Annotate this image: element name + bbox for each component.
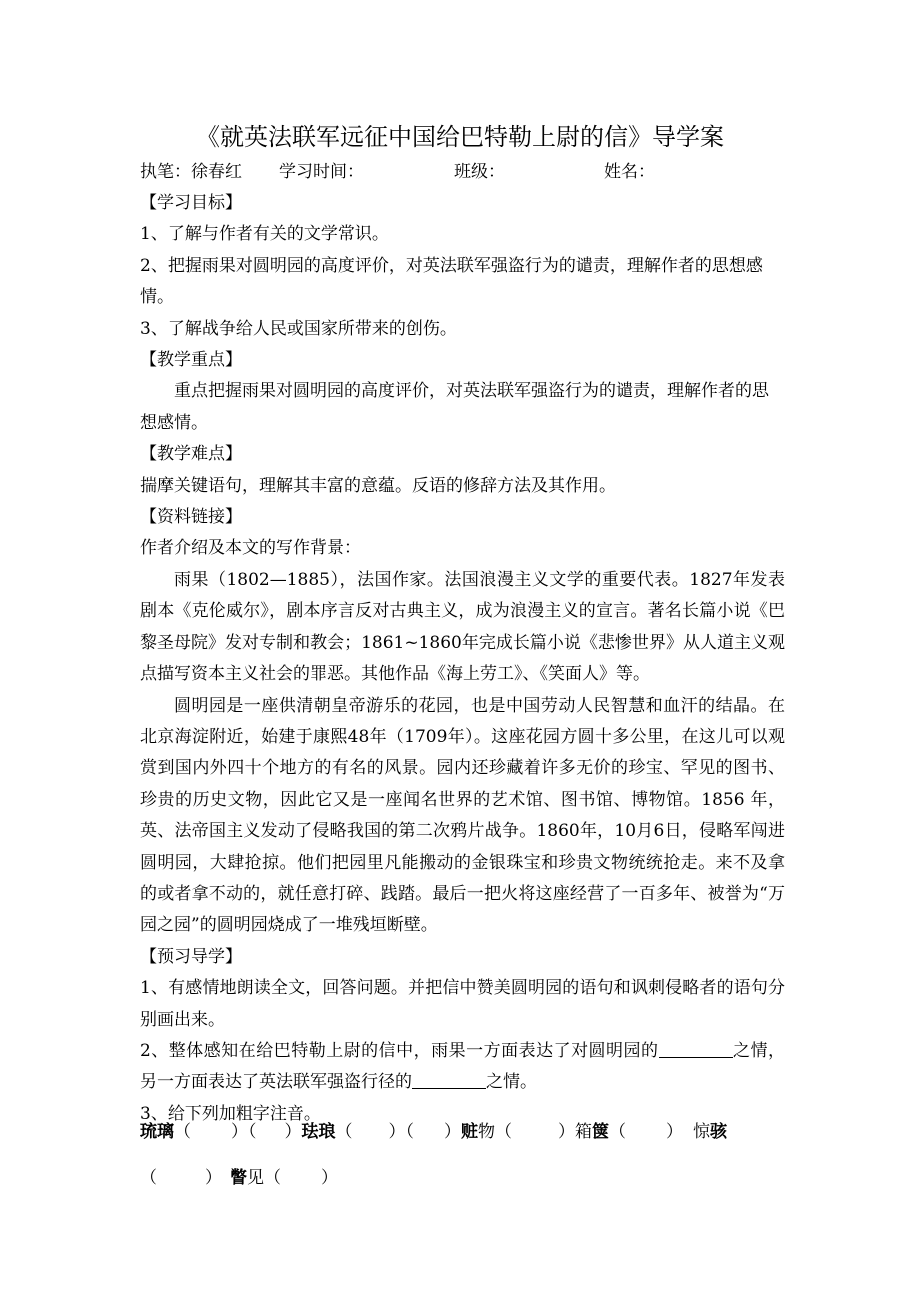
goal-item-3: 3、了解战争给人民或国家所带来的创伤。 xyxy=(140,318,457,339)
key-points-heading: 【教学重点】 xyxy=(140,350,242,371)
preview-question-1: 1、有感情地朗读全文，回答问题。并把信中赞美圆明园的语句和讽刺侵略者的语句分别画出来。 xyxy=(140,978,785,1030)
word-qie-head: 箱 xyxy=(575,1122,592,1142)
name-field: 姓名： xyxy=(604,162,655,182)
pinyin-row-1 xyxy=(140,1117,800,1142)
paren-close: ） xyxy=(321,1168,338,1188)
document-title: 《就英法联军远征中国给巴特勒上尉的信》导学案 xyxy=(196,123,724,151)
goal-item-1: 1、了解与作者有关的文学常识。 xyxy=(140,224,389,245)
word-zang: 赃 xyxy=(461,1122,478,1142)
paren-open: （ xyxy=(174,1122,191,1142)
word-hai: 骇 xyxy=(710,1122,727,1142)
hugo-bio-paragraph: 雨果（1802—1885），法国作家。法国浪漫主义文学的重要代表。1827年发表剧本《克伦威尔》，剧本序言反对古典主义，成为浪漫主义的宣言。著名长篇小说《巴黎圣母院》发对专制和教会；1861~1860年完成长篇小说《悲惨世界》从人道主义观点描写资本主义社会的罪恶。其他作品《海上劳工》、《笑面人》等。 xyxy=(140,569,785,685)
word-zang-tail: 物 xyxy=(478,1122,495,1142)
paren-open: （ xyxy=(140,1168,157,1188)
resources-heading: 【资料链接】 xyxy=(140,507,242,528)
paren-close: ） xyxy=(388,1122,406,1142)
preview-heading: 【预习导学】 xyxy=(140,946,242,967)
word-liuli: 琉璃 xyxy=(140,1122,174,1142)
difficulties-text: 揣摩关键语句，理解其丰富的意蕴。反语的修辞方法及其作用。 xyxy=(140,475,616,496)
paren-open: （ xyxy=(609,1122,626,1142)
preview-question-3: 3、给下列加粗字注音。 xyxy=(140,1103,321,1124)
word-falang: 珐琅 xyxy=(301,1122,336,1142)
word-pie-tail: 见 xyxy=(247,1168,264,1188)
author-field: 执笔：徐春红 xyxy=(140,162,242,182)
answer-blank-1[interactable] xyxy=(659,1039,733,1058)
paren-open: （ xyxy=(264,1168,281,1188)
paren-open: （ xyxy=(335,1122,353,1142)
question-2-part-3: 之情。 xyxy=(486,1072,537,1093)
paren-open: （ xyxy=(405,1122,414,1142)
goals-heading: 【学习目标】 xyxy=(140,193,242,213)
paren-close: ） xyxy=(231,1122,248,1142)
paren-close: ） xyxy=(558,1122,575,1142)
paren-close: ） xyxy=(205,1168,222,1188)
word-hai-head: 惊 xyxy=(693,1122,710,1142)
word-pie: 瞥 xyxy=(230,1168,247,1188)
yuanmingyuan-paragraph: 圆明园是一座供清朝皇帝游乐的花园，也是中国劳动人民智慧和血汗的结晶。在北京海淀附近，始建于康熙48年（1709年）。这座花园方圆十多公里，在这儿可以观赏到国内外四十个地方的有名的风景。园内还珍藏着许多无价的珍宝、罕见的图书、珍贵的历史文物，因此它又是一座闻名世界的艺术馆、图书馆、博物馆。1856 年，英、法帝国主义发动了侵略我国的第二次鸦片战争。1860年，10月6日，侵略军闯进圆明园，大肆抢掠。他们把园里凡能搬动的金银珠宝和珍贵文物统统抢走。来不及拿的或者拿不动的，就任意打碎、践踏。最后一把火将这座经营了一百多年、被誉为“万园之园”的圆明园烧成了一堆残垣断壁。 xyxy=(140,695,785,936)
resources-intro: 作者介绍及本文的写作背景： xyxy=(140,538,361,559)
key-points-text: 重点把握雨果对圆明园的高度评价，对英法联军强盗行为的谴责，理解作者的思想感情。 xyxy=(140,381,769,433)
study-time-field: 学习时间： xyxy=(279,162,364,182)
paren-close: ） xyxy=(666,1122,683,1142)
preview-question-2 xyxy=(140,1036,785,1099)
paren-open: （ xyxy=(495,1122,512,1142)
paren-close: ） xyxy=(284,1122,302,1142)
paren-open: （ xyxy=(248,1122,257,1142)
paren-close: ） xyxy=(444,1122,461,1142)
word-qie: 箧 xyxy=(592,1122,609,1142)
class-field: 班级： xyxy=(454,162,505,182)
answer-blank-2[interactable] xyxy=(412,1070,486,1089)
document-body xyxy=(140,188,785,1130)
question-2-part-1: 2、整体感知在给巴特勒上尉的信中，雨果一方面表达了对圆明园的 xyxy=(140,1040,659,1061)
pinyin-row-2 xyxy=(140,1163,800,1188)
question-2-part-2: 之情，另一方面表达了英法联军强盗行径的 xyxy=(140,1040,786,1093)
goal-item-2: 2、把握雨果对圆明园的高度评价，对英法联军强盗行为的谴责，理解作者的思想感情。 xyxy=(140,255,763,308)
difficulties-heading: 【教学难点】 xyxy=(140,444,242,465)
